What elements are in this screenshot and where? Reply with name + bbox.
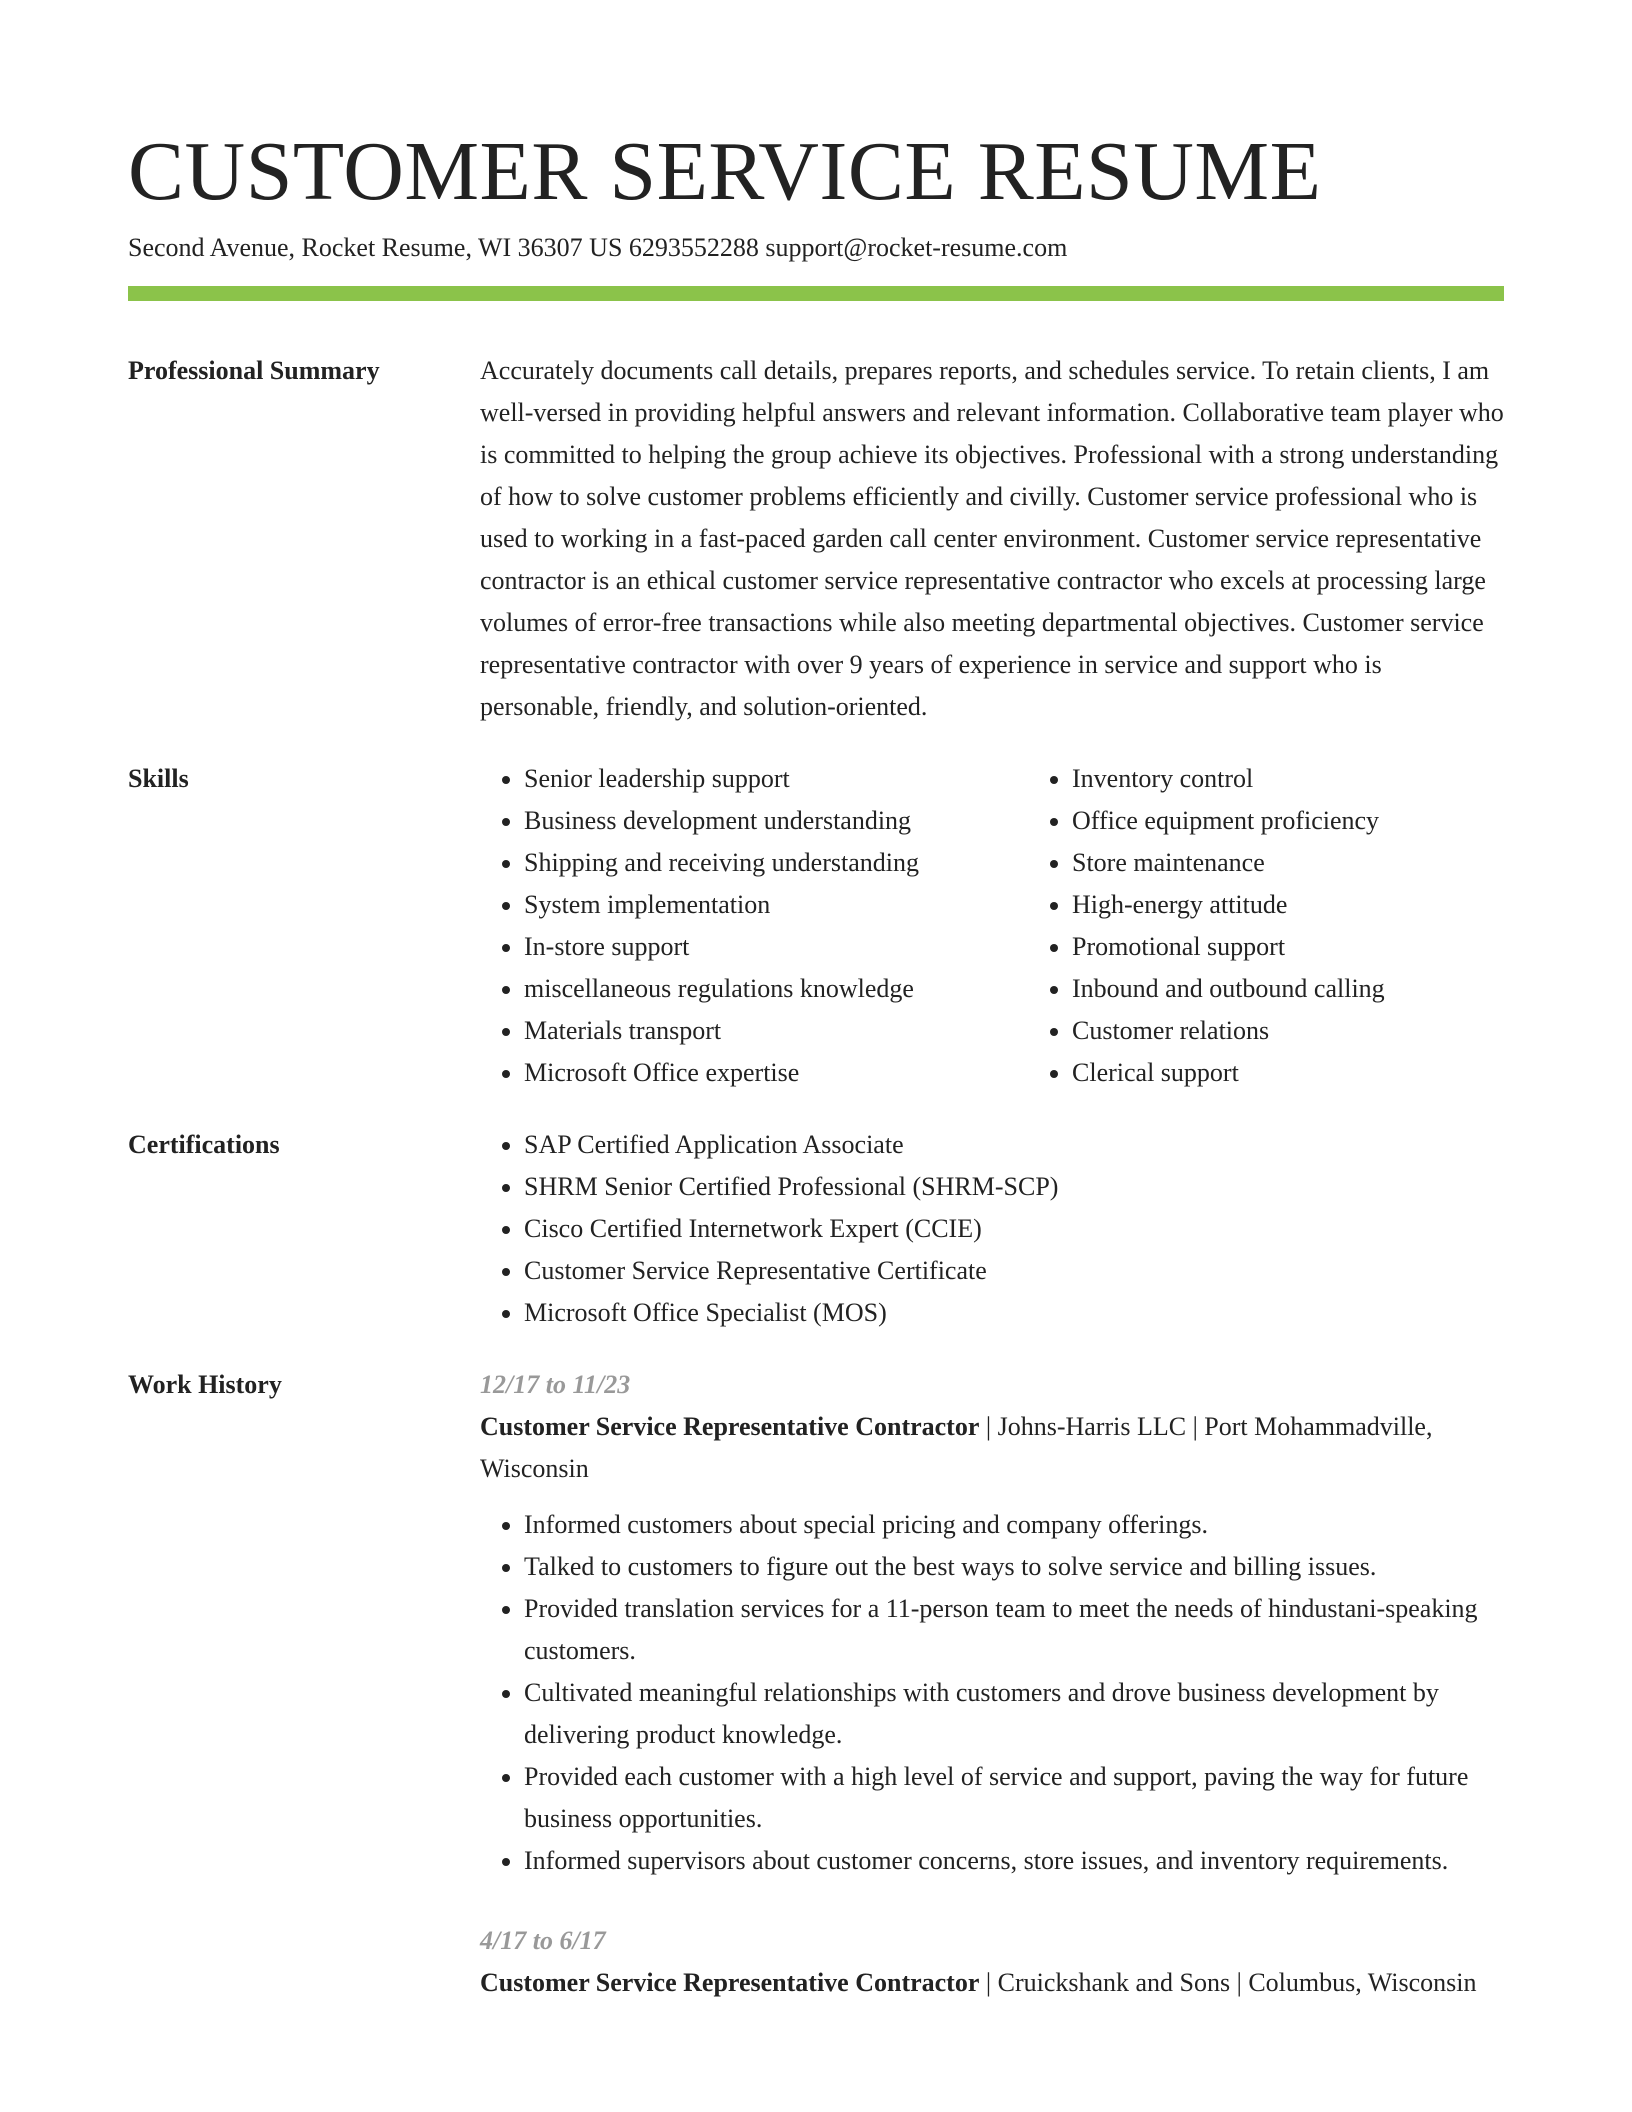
summary-body — [480, 350, 1504, 728]
skills-section — [128, 758, 1504, 1094]
section-title-certifications: Certifications — [128, 1130, 280, 1159]
skill-item: • Inbound and outbound calling — [1072, 968, 1552, 1010]
resume-sections — [128, 350, 1504, 2072]
job-employer-location: | Johns-Harris LLC | Port Mohammadville, Wisconsin — [480, 1412, 1433, 1483]
skill-item: • Store maintenance — [1072, 842, 1552, 884]
job-title: Customer Service Representative Contractor — [480, 1412, 980, 1441]
job-entry — [480, 1364, 1504, 1882]
skill-item: • miscellaneous regulations knowledge — [524, 968, 1028, 1010]
job-responsibility: • Informed customers about special pricing and company offerings. — [524, 1504, 1504, 1546]
certifications-body — [480, 1124, 1504, 1334]
skill-item: • Business development understanding — [524, 800, 1028, 842]
certification-item: • SHRM Senior Certified Professional (SHRM-SCP) — [524, 1166, 1504, 1208]
job-dates: 12/17 to 11/23 — [480, 1370, 631, 1399]
certification-item: • SAP Certified Application Associate — [524, 1124, 1504, 1166]
job-responsibility: • Informed supervisors about customer concerns, store issues, and inventory requirements. — [524, 1840, 1504, 1882]
skill-item: • High-energy attitude — [1072, 884, 1552, 926]
certification-item: • Microsoft Office Specialist (MOS) — [524, 1292, 1504, 1334]
skill-item: • Inventory control — [1072, 758, 1552, 800]
certification-item: • Customer Service Representative Certificate — [524, 1250, 1504, 1292]
contact-line: Second Avenue, Rocket Resume, WI 36307 US 6293552288 support@rocket-resume.com — [128, 233, 1068, 262]
skill-item: • In-store support — [524, 926, 1028, 968]
section-title-skills: Skills — [128, 764, 189, 793]
job-entry — [480, 1920, 1504, 2004]
skill-item: • Shipping and receiving understanding — [524, 842, 1028, 884]
summary-text: Accurately documents call details, prepares reports, and schedules service. To retain clients, I am well-versed in providing helpful answers and relevant information. Collaborative team player who is committed to helping the group achieve its objectives. Professional with a strong understanding of how to solve customer problems efficiently and civilly. Customer service professional who is used to working in a fast-paced garden call center environment. Customer service representative contractor is an ethical customer service representative contractor who excels at processing large volumes of error-free transactions while also meeting departmental objectives. Customer service representative contractor with over 9 years of experience in service and support who is personable, friendly, and solution-oriented. — [480, 356, 1504, 721]
professional-summary-section — [128, 350, 1504, 728]
job-responsibility: • Talked to customers to figure out the best ways to solve service and billing issues. — [524, 1546, 1504, 1588]
skill-item: • Clerical support — [1072, 1052, 1552, 1094]
skill-item: • System implementation — [524, 884, 1028, 926]
job-heading — [480, 1962, 1504, 2004]
skill-item: • Microsoft Office expertise — [524, 1052, 1028, 1094]
job-title: Customer Service Representative Contractor — [480, 1968, 980, 1997]
skill-item: • Promotional support — [1072, 926, 1552, 968]
section-title-work-history: Work History — [128, 1370, 282, 1399]
certifications-list — [480, 1124, 1504, 1334]
job-heading — [480, 1406, 1504, 1490]
job-responsibility: • Provided each customer with a high level of service and support, paving the way for future business opportunities. — [524, 1756, 1504, 1840]
certification-item: • Cisco Certified Internetwork Expert (CCIE) — [524, 1208, 1504, 1250]
job-responsibility: • Provided translation services for a 11-person team to meet the needs of hindustani-speaking customers. — [524, 1588, 1504, 1672]
work-history-body — [480, 1364, 1504, 2042]
skill-item: • Office equipment proficiency — [1072, 800, 1552, 842]
job-employer-location: | Cruickshank and Sons | Columbus, Wisconsin — [979, 1968, 1477, 1997]
skill-item: • Materials transport — [524, 1010, 1028, 1052]
job-dates: 4/17 to 6/17 — [480, 1926, 606, 1955]
skills-grid — [480, 758, 1552, 1094]
skills-list-left — [480, 758, 1028, 1094]
skill-item: • Senior leadership support — [524, 758, 1028, 800]
work-history-section — [128, 1364, 1504, 2042]
resume-title: CUSTOMER SERVICE RESUME — [128, 125, 1322, 218]
skills-list-right — [1028, 758, 1552, 1094]
job-responsibilities-list — [480, 1504, 1504, 1882]
job-responsibility: • Cultivated meaningful relationships with customers and drove business development by delivering product knowledge. — [524, 1672, 1504, 1756]
section-title-professional-summary: Professional Summary — [128, 356, 380, 385]
skill-item: • Customer relations — [1072, 1010, 1552, 1052]
accent-divider — [128, 286, 1504, 301]
certifications-section — [128, 1124, 1504, 1334]
